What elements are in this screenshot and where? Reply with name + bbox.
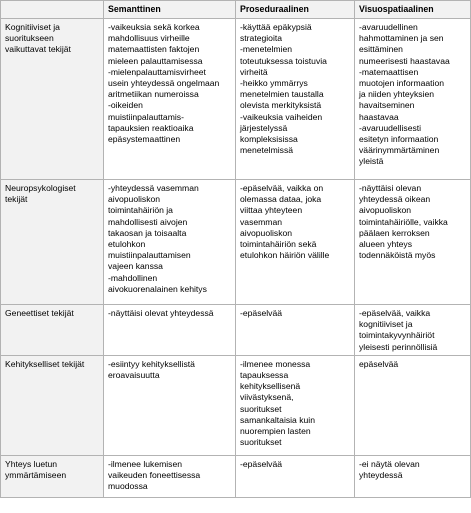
cell-text-line: numeerisesti haastavaa (359, 55, 450, 66)
cell-text-line: muotojen informaation (359, 78, 445, 89)
cell-text-line: -yhteydessä vasemman (108, 183, 199, 193)
cell-text-line: -vaikeuksia vaiheiden (240, 111, 323, 122)
cell-text-line: -ilmenee monessa (240, 358, 311, 369)
cell-text-line: -avaruudellinen (359, 22, 418, 32)
cell-text-line: Yhteys luetun (5, 458, 58, 469)
cell-text-line: Kognitiiviset ja (5, 22, 60, 32)
row-label (1, 355, 104, 455)
cell-text-line: aivopuoliskon (359, 205, 412, 216)
cell-text-line: -mahdollinen (108, 272, 158, 283)
cell-text-line: väärinymmärtäminen (359, 145, 440, 156)
cell-text-line: muodossa (108, 481, 148, 492)
cell-text-line: ja niiden yhteyksien (359, 89, 435, 100)
cell-text-line: Neuropsykologiset (5, 183, 76, 193)
table-cell (236, 305, 355, 356)
cell-text-line: kompleksisissa (240, 134, 298, 145)
cell-text-line: viittaa yhteyteen (240, 205, 303, 216)
table-cell (104, 455, 236, 497)
cell-text-line: tapauksessa (240, 370, 289, 381)
cell-text-line: takaosan ja toisaalta (108, 227, 187, 238)
cell-text-line: Kehitykselliset tekijät (5, 358, 85, 369)
cell-text-line: toimintahäiriölle, vaikka (359, 216, 448, 227)
cell-text-line: tapauksien reaktioaika (108, 122, 194, 133)
cell-text-line: toimintahäiriön sekä (240, 239, 317, 250)
cell-text-line: haastavaa (359, 111, 399, 122)
row-label (1, 455, 104, 497)
cell-text-line: toimintakyvynhäiriöt (359, 330, 435, 341)
cell-text-line: usein yhteydessä ongelmaan (108, 78, 220, 89)
cell-text-line: -näyttäisi olevat yhteydessä (108, 308, 214, 318)
cell-text-line: vaikuttavat tekijät (5, 44, 71, 55)
cell-text-line: aritmetiikan numeroissa (108, 89, 199, 100)
cell-text-line: epäselvää (359, 358, 399, 369)
table-row (1, 19, 471, 180)
cell-text-line: toteutuksessa toistuvia (240, 55, 327, 66)
cell-text-line: -avaruudellisesti (359, 122, 422, 133)
table-cell (355, 305, 471, 356)
table-row (1, 180, 471, 305)
cell-text-line: todennäköistä myös (359, 250, 436, 261)
cell-text-line: nuorempien lasten (240, 426, 311, 437)
cell-text-line: epäsystemaattinen (108, 134, 181, 145)
cell-text-line: eroavaisuutta (108, 370, 160, 381)
cell-text-line: etulohkon häiriön välille (240, 250, 330, 261)
cell-text-line: yhteydessä (359, 470, 403, 481)
cell-text-line: -käyttää epäkypsiä (240, 22, 312, 32)
cell-text-line: -menetelmien (240, 44, 293, 55)
cell-text-line: muistiinpalauttamis- (108, 111, 184, 122)
cell-text-line: kognitiiviset ja (359, 319, 413, 330)
cell-text-line: aivokuorenalainen kehitys (108, 283, 207, 294)
table-cell (236, 180, 355, 305)
header-proseduraalinen: Proseduraalinen (236, 1, 355, 19)
table-cell (355, 19, 471, 180)
cell-text-line: suoritukset (240, 403, 282, 414)
cell-text-line: -esiintyy kehityksellistä (108, 358, 195, 369)
table-row (1, 305, 471, 356)
table-cell (236, 355, 355, 455)
cell-text-line: tekijät (5, 194, 28, 205)
table-cell (104, 19, 236, 180)
table-header-row (1, 1, 471, 19)
cell-text-line: -mielenpalauttamisvirheet (108, 66, 206, 77)
cell-text-line: yhteydessä oikean (359, 194, 431, 205)
cell-text-line: yleistä (359, 156, 384, 167)
cell-text-line: menetelmien taustalla (240, 89, 324, 100)
cell-text-line: -heikko ymmärrys (240, 78, 308, 89)
table-cell (355, 455, 471, 497)
cell-text-line: havaitseminen (359, 100, 415, 111)
table-row (1, 455, 471, 497)
cell-text-line: olemassa dataa, joka (240, 194, 322, 205)
cell-text-line: strategioita (240, 33, 283, 44)
row-label (1, 305, 104, 356)
cell-text-line: järjestelyssä (240, 122, 288, 133)
cell-text-line: toimintahäiriön ja (108, 205, 173, 216)
cell-text-line: -epäselvää, vaikka (359, 308, 431, 318)
cell-text-line: -epäselvää (240, 308, 283, 318)
cell-text-line: -ei näytä olevan (359, 458, 420, 469)
cell-text-line: esittäminen (359, 44, 403, 55)
cell-text-line: samankaltaisia kuin (240, 414, 315, 425)
cell-text-line: ymmärtämiseen (5, 470, 67, 481)
cell-text-line: menetelmissä (240, 145, 294, 156)
row-label (1, 19, 104, 180)
cell-text-line: viivästyksenä, (240, 392, 294, 403)
cell-text-line: suoritukseen (5, 33, 54, 44)
cell-text-line: mahdollisesti aivojen (108, 216, 188, 227)
cell-text-line: -oikeiden (108, 100, 143, 111)
cell-text-line: -näyttäisi olevan (359, 183, 422, 193)
cell-text-line: mahdollisuus virheille (108, 33, 190, 44)
cell-text-line: etulohkon (108, 239, 146, 250)
table-cell (236, 455, 355, 497)
cell-text-line: -epäselvää, vaikka on (240, 183, 324, 193)
table-cell (104, 305, 236, 356)
cell-text-line: matemaattisten faktojen (108, 44, 200, 55)
cell-text-line: päälaen kerroksen (359, 227, 430, 238)
header-empty (1, 1, 104, 19)
cell-text-line: hahmottaminen ja sen (359, 33, 444, 44)
table-cell (104, 355, 236, 455)
cell-text-line: yleisesti perinnöllisiä (359, 341, 438, 352)
row-label (1, 180, 104, 305)
cell-text-line: -ilmenee lukemisen (108, 458, 183, 469)
cell-text-line: kehityksellisenä (240, 381, 301, 392)
header-visuospatiaalinen: Visuospatiaalinen (355, 1, 471, 19)
cell-text-line: vaikeuden foneettisessa (108, 470, 201, 481)
cell-text-line: -epäselvää (240, 458, 283, 469)
cell-text-line: muistiinpalauttamisen (108, 250, 191, 261)
table-row (1, 355, 471, 455)
cell-text-line: -matemaattisen (359, 66, 419, 77)
cell-text-line: suoritukset (240, 437, 282, 448)
cell-text-line: olevista merkityksistä (240, 100, 322, 111)
cell-text-line: mieleen palauttamisessa (108, 55, 203, 66)
cell-text-line: aivopuoliskon (240, 227, 293, 238)
cell-text-line: virheitä (240, 66, 268, 77)
header-semanttinen: Semanttinen (104, 1, 236, 19)
table-cell (355, 180, 471, 305)
table-cell (104, 180, 236, 305)
cell-text-line: vajeen kanssa (108, 261, 163, 272)
table-cell (236, 19, 355, 180)
cell-text-line: esitetyn informaation (359, 134, 439, 145)
table-cell (355, 355, 471, 455)
cell-text-line: aivopuoliskon (108, 194, 161, 205)
cell-text-line: alueen yhteys (359, 239, 413, 250)
cell-text-line: Geneettiset tekijät (5, 308, 74, 318)
cell-text-line: -vaikeuksia sekä korkea (108, 22, 200, 32)
cell-text-line: vasemman (240, 216, 283, 227)
